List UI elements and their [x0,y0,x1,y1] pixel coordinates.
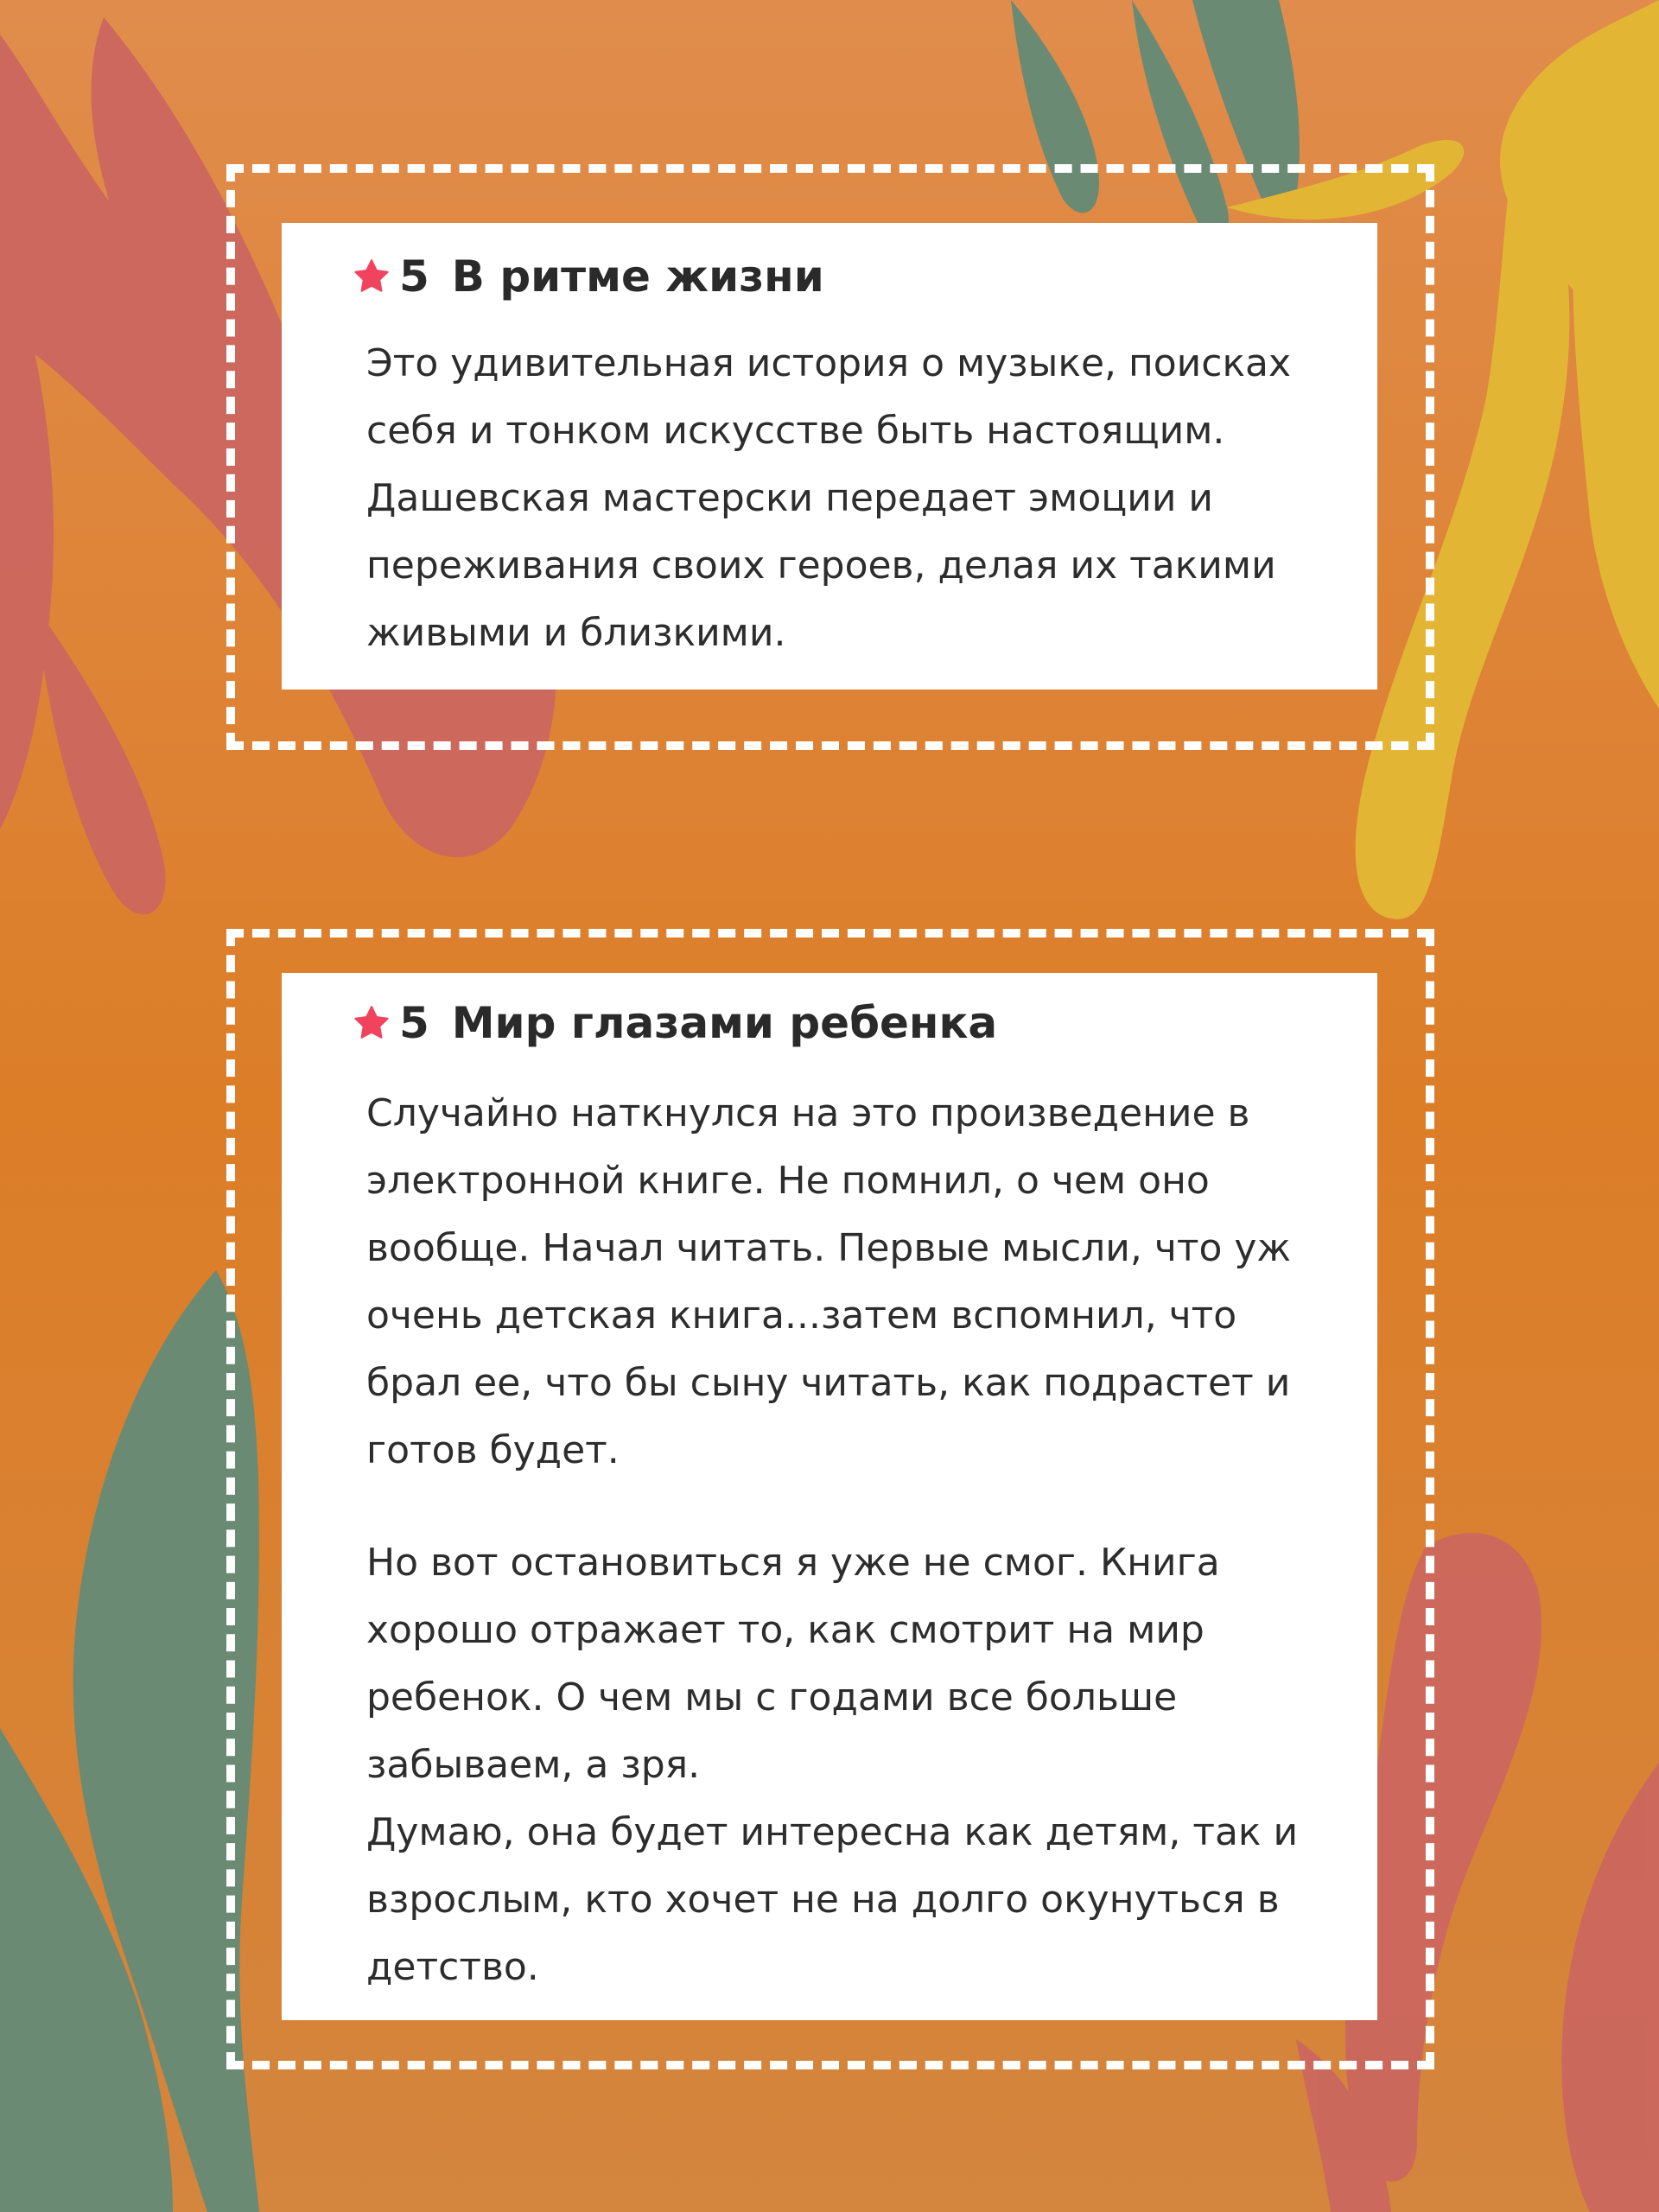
review-text-line: ребенок. О чем мы с годами все больше [366,1675,1178,1719]
review-text-line: детство. [366,1945,539,1989]
star-icon [353,257,391,296]
review-text-line: переживания своих героев, делая их такими [366,543,1276,588]
review-text-line: брал ее, что бы сыну читать, как подрастет и [366,1361,1291,1405]
review-text-line: вообще. Начал читать. Первые мысли, что уж [366,1226,1292,1270]
review-text-line: готов будет. [366,1428,620,1472]
review-text-line: хорошо отражает то, как смотрит на мир [366,1608,1205,1652]
star-icon [353,1004,391,1042]
review-text-line: Это удивительная история о музыке, поисках [366,341,1292,385]
review-header-2 [353,994,997,1052]
review-card-1 [282,223,1377,690]
review-text-line: себя и тонком искусстве быть настоящим. [366,409,1225,453]
review-text-line: очень детская книга...затем вспомнил, что [366,1294,1237,1338]
review-title: В ритме жизни [451,251,824,302]
review-text-line: взрослым, кто хочет не на долго окунуться в [366,1878,1280,1922]
review-text-line: Случайно наткнулся на это произведение в [366,1091,1250,1135]
review-text-line: забываем, а зря. [366,1743,701,1787]
review-rating: 5 [399,251,429,302]
review-text-line: электронной книге. Не помнил, о чем оно [366,1159,1210,1203]
review-card-2 [282,973,1377,2020]
review-rating: 5 [399,998,429,1048]
review-text-line: Но вот остановиться я уже не смог. Книга [366,1541,1220,1585]
review-text-line: Думаю, она будет интересна как детям, так и [366,1810,1299,1854]
review-text-line: Дашевская мастерски передает эмоции и [366,476,1214,520]
review-title: Мир глазами ребенка [451,998,998,1048]
review-text-1 [366,330,1343,667]
review-text-2-paragraph-2 [366,1529,1343,2001]
review-text-line: живыми и близкими. [366,611,786,655]
review-text-2-paragraph-1 [366,1080,1343,1484]
review-header-1 [353,247,824,306]
